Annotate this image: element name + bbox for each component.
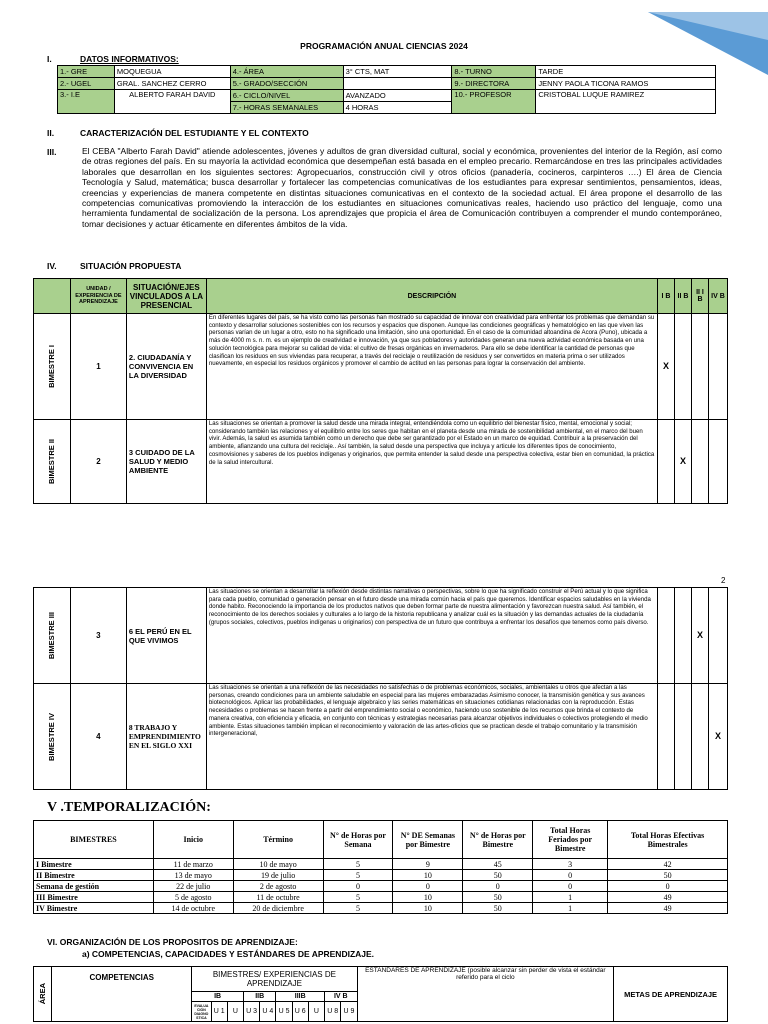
temp-cell: 1 bbox=[533, 903, 608, 914]
temp-cell: 42 bbox=[608, 859, 728, 870]
unit-cell: U bbox=[308, 1002, 324, 1022]
table-row bbox=[34, 684, 728, 790]
table-row bbox=[34, 881, 728, 892]
temp-cell: 0 bbox=[608, 881, 728, 892]
table-row bbox=[34, 588, 728, 684]
section-situacion-propuesta: IV. SITUACIÓN PROPUESTA bbox=[47, 261, 182, 271]
mark-cell bbox=[708, 588, 727, 684]
temp-cell: 5 de agosto bbox=[153, 892, 233, 903]
unit-description: Las situaciones se orientan a promover la salud desde una mirada integral, entendiéndola como un equilibrio del bienestar físico, mental, emocional y social; considerando también las relaciones y el equilibrio entre los seres que habitan en el planeta desde una mirada de sostenibilidad ambiental, en el marco del buen vivir. Además, la salud es asumida también como un derecho que debe ser garantizado por el Estado en un marco de equidad. Contribuir a la preservación del ambiente, afianzando una cultura del reciclaje.. Así también, la salud desde una perspectiva que incluya y articule los diferentes tipos de conocimiento, cosmovisiones y saberes de los pueblos indígenas y originarios, que permita entender la salud desde una perspectiva colectiva, estar bien en comunidad, la práctica de la salud intercultural. bbox=[206, 420, 657, 504]
document-title: PROGRAMACIÓN ANUAL CIENCIAS 2024 bbox=[300, 41, 468, 51]
unit-cell: U 6 bbox=[292, 1002, 308, 1022]
info-cell: TARDE bbox=[536, 66, 716, 78]
temp-cell: 5 bbox=[323, 859, 393, 870]
unit-title: 8 TRABAJO Y EMPRENDIMIENTO EN EL SIGLO XXI bbox=[126, 684, 206, 790]
table-row bbox=[34, 903, 728, 914]
info-table bbox=[57, 65, 716, 114]
unit-cell: U 8 bbox=[325, 1002, 341, 1022]
temp-cell: III Bimestre bbox=[34, 892, 154, 903]
bimestre-cell: BIMESTRE I bbox=[34, 314, 71, 420]
temp-header-row bbox=[34, 821, 728, 859]
temp-header: N° DE Semanas por Bimestre bbox=[393, 821, 463, 859]
temp-cell: 11 de octubre bbox=[233, 892, 323, 903]
temp-cell: II Bimestre bbox=[34, 870, 154, 881]
temp-cell: IV Bimestre bbox=[34, 903, 154, 914]
info-cell: 8.- TURNO bbox=[452, 66, 536, 78]
header-empty bbox=[34, 279, 71, 314]
mark-cell bbox=[675, 684, 692, 790]
unit-number: 4 bbox=[70, 684, 126, 790]
temp-header: Total Horas Feriados por Bimestre bbox=[533, 821, 608, 859]
mark-cell: X bbox=[658, 314, 675, 420]
temp-cell: 11 de marzo bbox=[153, 859, 233, 870]
situacion-header-row bbox=[34, 279, 728, 314]
temp-header: Inicio bbox=[153, 821, 233, 859]
temp-cell: 10 de mayo bbox=[233, 859, 323, 870]
temp-cell: 10 bbox=[393, 903, 463, 914]
section-datos-informativos: I. DATOS INFORMATIVOS: bbox=[47, 54, 179, 64]
info-cell: 4 HORAS bbox=[343, 102, 452, 114]
temp-header: BIMESTRES bbox=[34, 821, 154, 859]
info-cell: 9.- DIRECTORA bbox=[452, 78, 536, 90]
info-cell: 7.- HORAS SEMANALES bbox=[230, 102, 343, 114]
info-row bbox=[58, 78, 716, 90]
temp-cell: 49 bbox=[608, 892, 728, 903]
unit-cell: U 5 bbox=[276, 1002, 292, 1022]
temp-cell: 2 de agosto bbox=[233, 881, 323, 892]
info-cell: GRAL. SANCHEZ CERRO bbox=[114, 78, 230, 90]
mark-cell bbox=[675, 314, 692, 420]
info-cell: 3° CTS, MAT bbox=[343, 66, 452, 78]
mark-cell bbox=[691, 420, 708, 504]
temp-cell: 5 bbox=[323, 892, 393, 903]
unit-number: 1 bbox=[70, 314, 126, 420]
header-bim-ivb: IV B bbox=[325, 992, 357, 1002]
temp-header: Total Horas Efectivas Bimestrales bbox=[608, 821, 728, 859]
temp-cell: 50 bbox=[463, 870, 533, 881]
header-b2: II B bbox=[675, 279, 692, 314]
unit-cell: U bbox=[227, 1002, 243, 1022]
bimestre-cell: BIMESTRE IV bbox=[34, 684, 71, 790]
temp-cell: 50 bbox=[463, 903, 533, 914]
temp-cell: 49 bbox=[608, 903, 728, 914]
mark-cell bbox=[675, 588, 692, 684]
bimestre-cell: BIMESTRE II bbox=[34, 420, 71, 504]
bimestre-cell: BIMESTRE III bbox=[34, 588, 71, 684]
competencias-table bbox=[33, 966, 728, 1022]
temp-cell: 0 bbox=[463, 881, 533, 892]
header-estandares: ESTANDARES DE APRENDIZAJE (posible alcanzar sin perder de vista el estándar referido para el ciclo bbox=[357, 967, 614, 1022]
temp-cell: 0 bbox=[323, 881, 393, 892]
mark-cell bbox=[658, 684, 675, 790]
mark-cell: X bbox=[708, 684, 727, 790]
unit-number: 2 bbox=[70, 420, 126, 504]
temp-cell: 19 de julio bbox=[233, 870, 323, 881]
header-b3: II I B bbox=[691, 279, 708, 314]
unit-cell: U 3 bbox=[243, 1002, 259, 1022]
info-row bbox=[58, 90, 716, 102]
section-competencias-subtitle: a) COMPETENCIAS, CAPACIDADES Y ESTÁNDARES DE APRENDIZAJE. bbox=[82, 949, 375, 959]
table-row bbox=[34, 859, 728, 870]
mark-cell: X bbox=[675, 420, 692, 504]
corner-decoration bbox=[648, 0, 768, 75]
table-row bbox=[34, 420, 728, 504]
mark-cell bbox=[658, 588, 675, 684]
header-metas: METAS DE APRENDIZAJE bbox=[614, 967, 728, 1022]
temp-cell: 50 bbox=[608, 870, 728, 881]
info-cell bbox=[343, 78, 452, 90]
temp-header: N° de Horas por Bimestre bbox=[463, 821, 533, 859]
temp-cell: 45 bbox=[463, 859, 533, 870]
header-bim-iiib: IIIB bbox=[276, 992, 325, 1002]
unit-description: En diferentes lugares del país, se ha visto como las personas han mostrado su capacidad de innovar con creatividad para enfrentar los problemas que demandan su contexto y desarrollar soluciones sostenibles con los recursos y espacios que disponen. Aunque las condiciones geográficas y hematológico en las que viven las personas varían de un lugar a otro, esto no ha significado una limitación, sino una oportunidad. En el caso de la comunidad altoandina de Acora (Puno), ubicada a más de 4000 m s. n. m. es un ejemplo de creatividad e innovación, ya que sus pobladores y autoridades generan una nueva actividad económica basada en una solución tecnológica para mejorar su calidad de vida: el cultivo de fresas orgánicas en invernaderos. Para ello se debe identificar la cantidad de personas que clasifican los residuos en sus viviendas para recuperar, a través del reciclaje o reutilización de residuos y ser convertidos en materia prima o ser utilizados nuevamente, en especial los residuos orgánicos y promover el cambio de actitud en las personas para lograr la conservación del ambiente. bbox=[206, 314, 657, 420]
mark-cell bbox=[708, 314, 727, 420]
unit-cell: U 1 bbox=[211, 1002, 227, 1022]
temp-cell: 13 de mayo bbox=[153, 870, 233, 881]
temp-cell: Semana de gestión bbox=[34, 881, 154, 892]
temp-cell: 10 bbox=[393, 892, 463, 903]
page-number: 2 bbox=[721, 576, 726, 585]
table-row bbox=[34, 870, 728, 881]
temp-cell: 3 bbox=[533, 859, 608, 870]
header-unidad: UNIDAD / EXPERIENCIA DE APRENDIZAJE bbox=[70, 279, 126, 314]
unit-title: 3 CUIDADO DE LA SALUD Y MEDIO AMBIENTE bbox=[126, 420, 206, 504]
temp-cell: 20 de diciembre bbox=[233, 903, 323, 914]
section-caracterizacion: II. CARACTERIZACIÓN DEL ESTUDIANTE Y EL CONTEXTO bbox=[47, 128, 309, 138]
temp-cell: 22 de julio bbox=[153, 881, 233, 892]
header-situacion: SITUACIÓN/EJES VINCULADOS A LA PRESENCIAL bbox=[126, 279, 206, 314]
info-cell: 5.- GRADO/SECCIÓN bbox=[230, 78, 343, 90]
header-bim-iib: IIB bbox=[243, 992, 275, 1002]
header-b4: IV B bbox=[708, 279, 727, 314]
unit-description: Las situaciones se orientan a desarrollar la reflexión desde distintas narrativas o perspectivas, sobre lo que ha significado construir el Perú actual y lo que significa para cada pueblo, comunidad o generación pensar en el futuro desde una mirada común hacia el país que queremos. Identificar espacios saludables en la vivienda donde habito. Reconociendo la importancia de los productos nativos que deben formar parte de nuestra alimentación y favorezcan nuestra salud. Así también, el reconocimiento de los derechos sociales y culturales a lo largo de la historia republicana y analizar cuál es la situación y las demandas actuales de la ciudadanía (grupos sociales, colectivos, pueblos indígenas u originarios) con perspectiva de un futuro que contribuya a enfrentar los desafíos que tenemos como país diverso. bbox=[206, 588, 657, 684]
situacion-table-continued bbox=[33, 587, 728, 790]
unit-title: 2. CIUDADANÍA Y CONVIVENCIA EN LA DIVERSIDAD bbox=[126, 314, 206, 420]
section-temporalizacion: V .TEMPORALIZACIÓN: bbox=[47, 800, 211, 815]
info-cell: JENNY PAOLA TICONA RAMOS bbox=[536, 78, 716, 90]
header-area-cell: ÁREA bbox=[34, 967, 52, 1022]
info-cell: MOQUEGUA bbox=[114, 66, 230, 78]
temp-cell: 0 bbox=[533, 881, 608, 892]
temp-cell: 9 bbox=[393, 859, 463, 870]
header-descripcion: DESCRIPCIÓN bbox=[206, 279, 657, 314]
mark-cell: X bbox=[691, 588, 708, 684]
info-cell: 6.- CICLO/NIVEL bbox=[230, 90, 343, 102]
info-cell: 4.- ÁREA bbox=[230, 66, 343, 78]
info-cell: CRISTOBAL LUQUE RAMIREZ bbox=[536, 90, 716, 114]
mark-cell bbox=[708, 420, 727, 504]
temp-header: N° de Horas por Semana bbox=[323, 821, 393, 859]
unit-cell: U 9 bbox=[341, 1002, 357, 1022]
unit-cell: U 4 bbox=[260, 1002, 276, 1022]
section-organizacion: VI. ORGANIZACIÓN DE LOS PROPOSITOS DE APRENDIZAJE: bbox=[47, 937, 298, 947]
header-competencias: COMPETENCIAS bbox=[52, 967, 192, 1022]
temp-header: Término bbox=[233, 821, 323, 859]
info-row bbox=[58, 66, 716, 78]
temporalizacion-table bbox=[33, 820, 728, 914]
info-cell: 2.- UGEL bbox=[58, 78, 115, 90]
temp-cell: 1 bbox=[533, 892, 608, 903]
temp-cell: 10 bbox=[393, 870, 463, 881]
info-cell: 10.- PROFESOR bbox=[452, 90, 536, 114]
info-cell: AVANZADO bbox=[343, 90, 452, 102]
section-iii-number: III. bbox=[47, 147, 57, 157]
temp-cell: 5 bbox=[323, 903, 393, 914]
unit-number: 3 bbox=[70, 588, 126, 684]
temp-cell: 50 bbox=[463, 892, 533, 903]
table-row bbox=[34, 314, 728, 420]
caracterizacion-paragraph: El CEBA "Alberto Farah David" atiende adolescentes, jóvenes y adultos de gran diversidad cultural, social y económica, provenientes del interior de la Región, así como de otras regiones del país. En su mayoría la actividad económica que desempeñan está basada en el empleo precario. Remarcándose en tres las principales actividades laborales que desarrollan en los siguientes sectores: Agropecuarios, construcción civil y otros oficios (panadería, cocineros, carpinteros ….) El área de Ciencia Tecnología y Salud, matemática; busca desarrollar y fortalecer las competencias comunicativas de los estudiantes para expresar sentimientos, pensamientos, ideas, creencias y experiencias de manera competente en distintas situaciones comunicativas en el contexto de la sociedad actual. El área propone el desarrollo de las competencias comunicativas promoviendo la interacción de los estudiantes en situaciones comunicativas reales, haciendo uso práctico del lenguaje, como una herramienta fundamental de socialización de la persona. Los aprendizajes que propicia el área de Comunicación contribuyen a comprender el mundo contemporáneo, tomar decisiones y actuar éticamente en diferentes ámbitos de la vida. bbox=[82, 146, 722, 229]
header-bimestres: BIMESTRES/ EXPERIENCIAS DE APRENDIZAJE bbox=[192, 967, 357, 992]
table-row bbox=[34, 892, 728, 903]
mark-cell bbox=[691, 314, 708, 420]
unit-description: Las situaciones se orientan a una reflexión de las necesidades no satisfechas o de problemas económicos, sociales, ambientales u otros que afectan a las personas, creando condiciones para un ambiente saludable en especial para las mujeres embarazadas Asimismo conocer, la transmisión genética y sus avances biotecnológicos. Aplicar las probabilidades, el lenguaje algebraico y las series matemáticas en situaciones cotidianas relacionadas con la reproducción. Estas necesidades o problemas se hacen frente a partir del emprendimiento social o económico, haciendo uso sostenible de los recursos que brinda el contexto de manera creativa, con eficiencia y eficacia, en conjunto con técnicas y estrategias necesarias para alcanzar objetivos individuales o colectivos protegiendo el medio ambiente. Estas situaciones también implican el reconocimiento y valoración de las artes-oficios que se practican desde el trabajo comunitario y la transmisión intergeneracional, bbox=[206, 684, 657, 790]
temp-cell: 0 bbox=[393, 881, 463, 892]
header-b1: I B bbox=[658, 279, 675, 314]
temp-cell: 14 de octubre bbox=[153, 903, 233, 914]
situacion-table bbox=[33, 278, 728, 504]
temp-cell: 5 bbox=[323, 870, 393, 881]
unit-title: 6 EL PERÚ EN EL QUE VIVIMOS bbox=[126, 588, 206, 684]
evaluacion-diagnostica: EVALUA CIÓN DIAGNO STICA bbox=[192, 1002, 211, 1022]
mark-cell bbox=[658, 420, 675, 504]
temp-cell: 0 bbox=[533, 870, 608, 881]
info-cell: ALBERTO FARAH DAVID bbox=[114, 90, 230, 114]
mark-cell bbox=[691, 684, 708, 790]
info-cell: 3.- I.E bbox=[58, 90, 115, 114]
info-cell: 1.- GRE bbox=[58, 66, 115, 78]
temp-cell: I Bimestre bbox=[34, 859, 154, 870]
header-bim-ib: IB bbox=[192, 992, 244, 1002]
